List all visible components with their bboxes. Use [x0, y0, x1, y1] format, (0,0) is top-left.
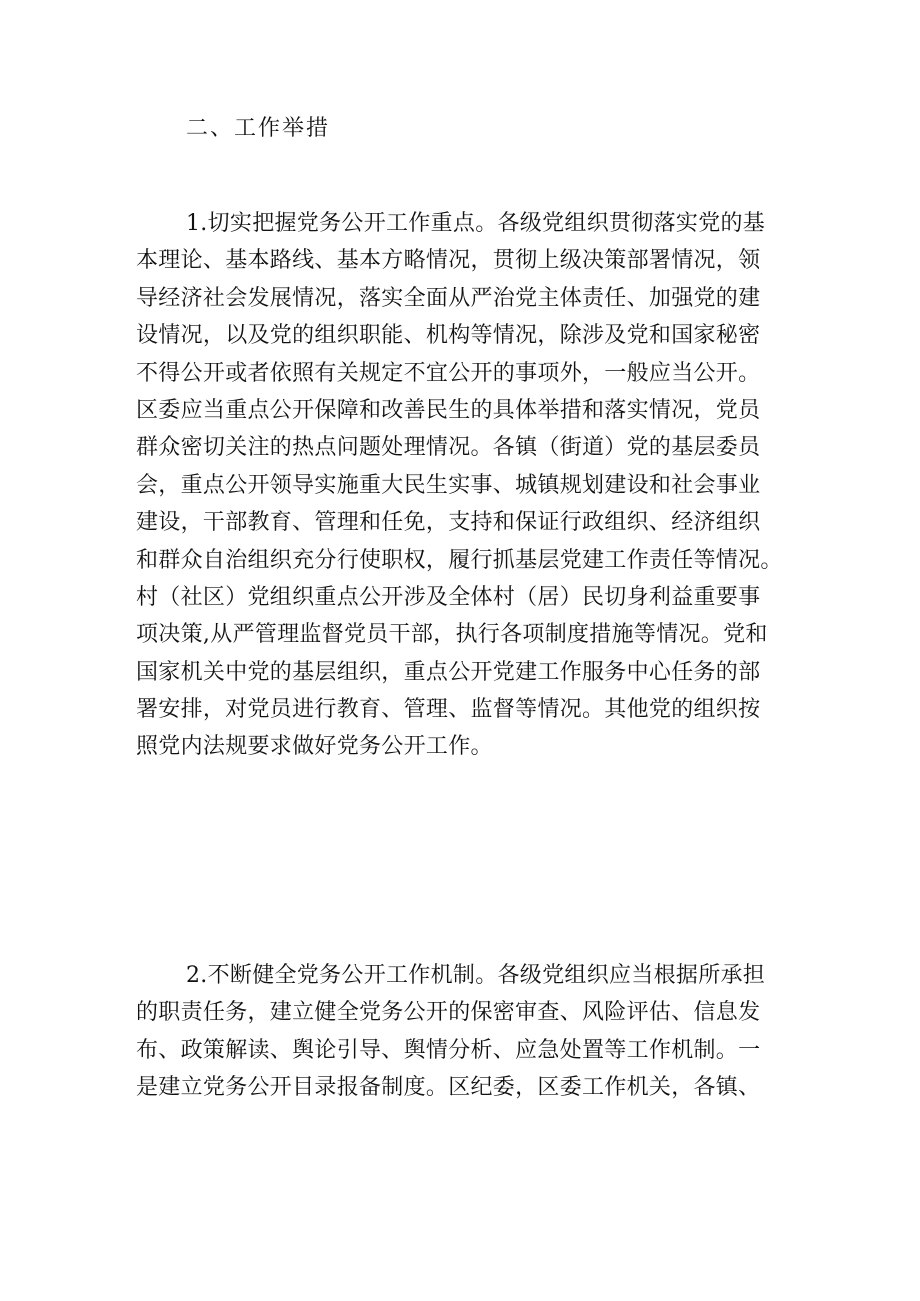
paragraph-line: 是建立党务公开目录报备制度。区纪委，区委工作机关，各镇、: [136, 1075, 761, 1101]
paragraph-line: 本理论、基本路线、基本方略情况，贯彻上级决策部署情况，领: [136, 248, 761, 274]
paragraph-line: 2.不断健全党务公开工作机制。各级党组织应当根据所承担: [186, 963, 766, 988]
section-heading: 二、工作举措: [186, 116, 331, 141]
paragraph-line: 区委应当重点公开保障和改善民生的具体举措和落实情况，党员: [136, 397, 761, 423]
paragraph-line: 设情况，以及党的组织职能、机构等情况，除涉及党和国家秘密: [136, 323, 761, 349]
paragraph-line: 国家机关中党的基层组织，重点公开党建工作服务中心任务的部: [136, 659, 761, 685]
paragraph-line: 1.切实把握党务公开工作重点。各级党组织贯彻落实党的基: [186, 211, 766, 236]
paragraph-line: 群众密切关注的热点问题处理情况。各镇（街道）党的基层委员: [136, 435, 761, 461]
paragraph-line: 布、政策解读、舆论引导、舆情分析、应急处置等工作机制。一: [136, 1037, 761, 1063]
paragraph-line: 署安排，对党员进行教育、管理、监督等情况。其他党的组织按: [136, 697, 761, 723]
paragraph-line: 项决策,从严管理监督党员干部，执行各项制度措施等情况。党和: [136, 622, 768, 648]
paragraph-line: 导经济社会发展情况，落实全面从严治党主体责任、加强党的建: [136, 285, 761, 311]
paragraph-line: 建设，干部教育、管理和任免，支持和保证行政组织、经济组织: [136, 510, 761, 536]
paragraph-2: [136, 957, 765, 1107]
paragraph-1: [136, 205, 783, 766]
paragraph-line: 和群众自治组织充分行使职权，履行抓基层党建工作责任等情况。: [136, 547, 783, 573]
paragraph-line: 会，重点公开领导实施重大民生实事、城镇规划建设和社会事业: [136, 472, 761, 498]
paragraph-line: 的职责任务，建立健全党务公开的保密审查、风险评估、信息发: [136, 1000, 761, 1026]
paragraph-line: 照党内法规要求做好党务公开工作。: [136, 734, 493, 760]
paragraph-line: 不得公开或者依照有关规定不宜公开的事项外，一般应当公开。: [136, 360, 761, 386]
paragraph-line: 村（社区）党组织重点公开涉及全体村（居）民切身利益重要事: [136, 584, 761, 610]
